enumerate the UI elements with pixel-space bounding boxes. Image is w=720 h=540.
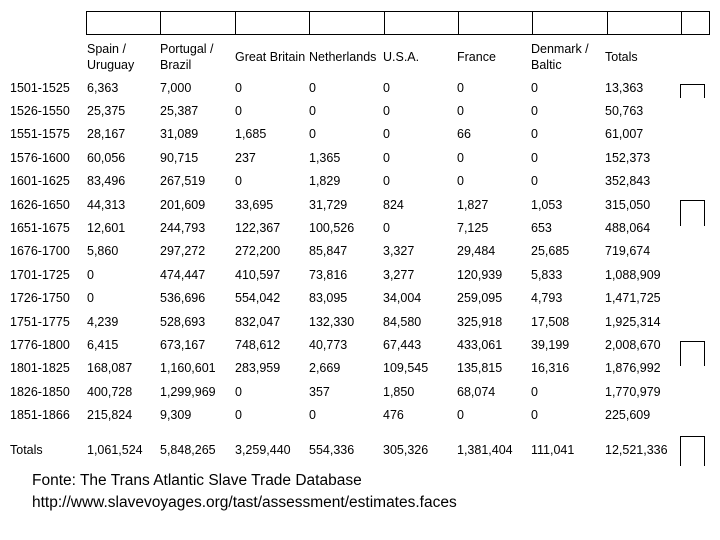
table-cell: 1,299,969 <box>160 384 216 399</box>
slave-trade-table <box>10 38 705 473</box>
table-cell: 6,415 <box>87 337 119 352</box>
row-label: 1651-1675 <box>10 221 70 236</box>
row-label: 1551-1575 <box>10 127 70 142</box>
table-cell: 673,167 <box>160 337 206 352</box>
table-cell: 0 <box>383 174 390 189</box>
totals-row <box>10 427 705 473</box>
source-line-1: Fonte: The Trans Atlantic Slave Trade Database <box>32 472 362 489</box>
top-cell <box>607 11 681 35</box>
table-row <box>10 357 705 380</box>
column-header: Great Britain <box>235 50 306 64</box>
row-label: 1601-1625 <box>10 174 70 189</box>
table-cell: 272,200 <box>235 244 281 259</box>
table-cell: 25,387 <box>160 104 199 119</box>
table-cell: 44,313 <box>87 197 126 212</box>
table-cell: 0 <box>531 104 538 119</box>
table-cell: 83,095 <box>309 291 348 306</box>
row-label: 1751-1775 <box>10 314 70 329</box>
table-row <box>10 310 705 333</box>
table-cell: 1,850 <box>383 384 415 399</box>
table-cell: 5,860 <box>87 244 119 259</box>
row-label: 1801-1825 <box>10 361 70 376</box>
table-cell: 1,876,992 <box>605 361 661 376</box>
table-cell: 5,848,265 <box>160 442 216 457</box>
table-cell: 1,365 <box>309 150 341 165</box>
table-body <box>10 76 705 473</box>
table-cell: 132,330 <box>309 314 355 329</box>
row-label: 1576-1600 <box>10 150 70 165</box>
table-cell: 0 <box>531 80 538 95</box>
table-cell: 0 <box>309 104 316 119</box>
table-cell: 528,693 <box>160 314 206 329</box>
table-row <box>10 76 705 99</box>
top-cell <box>160 11 235 35</box>
table-cell: 13,363 <box>605 80 644 95</box>
table-cell: 1,770,979 <box>605 384 661 399</box>
table-cell: 488,064 <box>605 221 651 236</box>
table-row <box>10 380 705 403</box>
table-cell: 90,715 <box>160 150 199 165</box>
header-row <box>10 38 705 76</box>
table-row <box>10 403 705 426</box>
table-cell: 476 <box>383 408 404 423</box>
top-cell <box>532 11 607 35</box>
table-cell: 66 <box>457 127 471 142</box>
table-cell: 1,685 <box>235 127 267 142</box>
column-header: Denmark / Baltic <box>531 42 589 72</box>
table-cell: 60,056 <box>87 150 126 165</box>
table-cell: 1,471,725 <box>605 291 661 306</box>
table-cell: 152,373 <box>605 150 651 165</box>
row-label: Totals <box>10 442 43 457</box>
table-cell: 315,050 <box>605 197 651 212</box>
top-cell <box>235 11 309 35</box>
table-cell: 433,061 <box>457 337 503 352</box>
row-label: 1826-1850 <box>10 384 70 399</box>
table-cell: 68,074 <box>457 384 496 399</box>
table-cell: 40,773 <box>309 337 348 352</box>
table-cell: 719,674 <box>605 244 651 259</box>
table-cell: 536,696 <box>160 291 206 306</box>
table-cell: 109,545 <box>383 361 429 376</box>
row-label: 1851-1866 <box>10 408 70 423</box>
table-cell: 12,601 <box>87 221 126 236</box>
table-cell: 7,125 <box>457 221 489 236</box>
row-label: 1701-1725 <box>10 267 70 282</box>
table-cell: 83,496 <box>87 174 126 189</box>
table-cell: 1,829 <box>309 174 341 189</box>
table-cell: 29,484 <box>457 244 496 259</box>
table-cell: 283,959 <box>235 361 281 376</box>
top-cell <box>86 11 160 35</box>
table-cell: 244,793 <box>160 221 206 236</box>
table-cell: 824 <box>383 197 404 212</box>
row-label: 1726-1750 <box>10 291 70 306</box>
table-cell: 31,089 <box>160 127 199 142</box>
table-cell: 3,327 <box>383 244 415 259</box>
table-cell: 0 <box>235 384 242 399</box>
table-cell: 73,816 <box>309 267 348 282</box>
table-cell: 0 <box>87 291 94 306</box>
table-cell: 168,087 <box>87 361 133 376</box>
table-row <box>10 123 705 146</box>
table-cell: 0 <box>235 408 242 423</box>
table-cell: 0 <box>457 150 464 165</box>
table-cell: 1,088,909 <box>605 267 661 282</box>
table-cell: 0 <box>87 267 94 282</box>
table-cell: 0 <box>457 408 464 423</box>
table-cell: 305,326 <box>383 442 429 457</box>
top-cell <box>384 11 458 35</box>
table-cell: 259,095 <box>457 291 503 306</box>
table-cell: 0 <box>457 174 464 189</box>
table-cell: 61,007 <box>605 127 644 142</box>
table-cell: 135,815 <box>457 361 503 376</box>
row-label: 1776-1800 <box>10 337 70 352</box>
table-cell: 400,728 <box>87 384 133 399</box>
table-cell: 0 <box>457 80 464 95</box>
table-cell: 0 <box>309 127 316 142</box>
table-cell: 0 <box>457 104 464 119</box>
table-cell: 50,763 <box>605 104 644 119</box>
table-cell: 267,519 <box>160 174 206 189</box>
table-cell: 215,824 <box>87 408 133 423</box>
table-cell: 17,508 <box>531 314 570 329</box>
table-row <box>10 193 705 216</box>
table-cell: 1,061,524 <box>87 442 143 457</box>
table-cell: 12,521,336 <box>605 442 668 457</box>
table-cell: 474,447 <box>160 267 206 282</box>
table-cell: 748,612 <box>235 337 281 352</box>
table-cell: 325,918 <box>457 314 503 329</box>
table-cell: 357 <box>309 384 330 399</box>
table-cell: 653 <box>531 221 552 236</box>
table-row <box>10 263 705 286</box>
column-header: France <box>457 50 496 64</box>
table-cell: 1,827 <box>457 197 489 212</box>
table-cell: 33,695 <box>235 197 274 212</box>
row-label: 1526-1550 <box>10 104 70 119</box>
table-row <box>10 146 705 169</box>
table-cell: 0 <box>383 104 390 119</box>
table-cell: 84,580 <box>383 314 422 329</box>
table-cell: 0 <box>531 150 538 165</box>
column-header: Portugal / Brazil <box>160 42 214 72</box>
top-cell <box>681 11 710 35</box>
column-header: Netherlands <box>309 50 377 64</box>
table-cell: 111,041 <box>531 442 575 457</box>
table-cell: 0 <box>235 104 242 119</box>
table-cell: 85,847 <box>309 244 348 259</box>
table-cell: 0 <box>235 80 242 95</box>
table-cell: 410,597 <box>235 267 281 282</box>
table-cell: 832,047 <box>235 314 281 329</box>
table-cell: 67,443 <box>383 337 422 352</box>
row-label: 1501-1525 <box>10 80 70 95</box>
table-cell: 7,000 <box>160 80 192 95</box>
table-cell: 2,669 <box>309 361 341 376</box>
table-cell: 0 <box>383 127 390 142</box>
table-cell: 122,367 <box>235 221 281 236</box>
table-cell: 0 <box>309 408 316 423</box>
top-cell <box>458 11 532 35</box>
row-label: 1676-1700 <box>10 244 70 259</box>
table-row <box>10 287 705 310</box>
table-cell: 0 <box>383 221 390 236</box>
table-row <box>10 170 705 193</box>
table-row <box>10 240 705 263</box>
table-cell: 28,167 <box>87 127 126 142</box>
column-header: Spain / Uruguay <box>87 42 135 72</box>
table-cell: 0 <box>235 174 242 189</box>
table-cell: 9,309 <box>160 408 192 423</box>
table-cell: 554,042 <box>235 291 281 306</box>
table-cell: 0 <box>531 174 538 189</box>
table-cell: 237 <box>235 150 256 165</box>
table-cell: 297,272 <box>160 244 206 259</box>
table-cell: 34,004 <box>383 291 422 306</box>
table-cell: 4,793 <box>531 291 563 306</box>
table-cell: 0 <box>531 408 538 423</box>
table-cell: 0 <box>383 150 390 165</box>
table-cell: 2,008,670 <box>605 337 661 352</box>
table-cell: 0 <box>383 80 390 95</box>
table-cell: 100,526 <box>309 221 355 236</box>
table-cell: 120,939 <box>457 267 503 282</box>
table-row <box>10 333 705 356</box>
source-citation <box>32 470 457 514</box>
table-cell: 0 <box>531 384 538 399</box>
source-line-2: http://www.slavevoyages.org/tast/assessment/estimates.faces <box>32 494 457 511</box>
table-cell: 25,375 <box>87 104 126 119</box>
column-header: Totals <box>605 50 638 64</box>
table-cell: 16,316 <box>531 361 570 376</box>
table-cell: 225,609 <box>605 408 651 423</box>
table-cell: 4,239 <box>87 314 119 329</box>
table-cell: 6,363 <box>87 80 119 95</box>
top-cell <box>309 11 384 35</box>
table-cell: 1,381,404 <box>457 442 513 457</box>
column-header: U.S.A. <box>383 50 420 64</box>
table-cell: 1,053 <box>531 197 563 212</box>
table-cell: 1,160,601 <box>160 361 216 376</box>
table-cell: 3,277 <box>383 267 415 282</box>
table-cell: 31,729 <box>309 197 348 212</box>
column-header <box>10 38 87 76</box>
table-cell: 554,336 <box>309 442 355 457</box>
table-cell: 0 <box>309 80 316 95</box>
table-cell: 352,843 <box>605 174 651 189</box>
table-cell: 3,259,440 <box>235 442 291 457</box>
table-cell: 1,925,314 <box>605 314 661 329</box>
table-cell: 25,685 <box>531 244 570 259</box>
table-cell: 0 <box>531 127 538 142</box>
table-cell: 201,609 <box>160 197 206 212</box>
table-row <box>10 216 705 239</box>
table-row <box>10 99 705 122</box>
table-cell: 39,199 <box>531 337 570 352</box>
row-label: 1626-1650 <box>10 197 70 212</box>
top-cell-strip <box>86 11 710 35</box>
table-cell: 5,833 <box>531 267 563 282</box>
